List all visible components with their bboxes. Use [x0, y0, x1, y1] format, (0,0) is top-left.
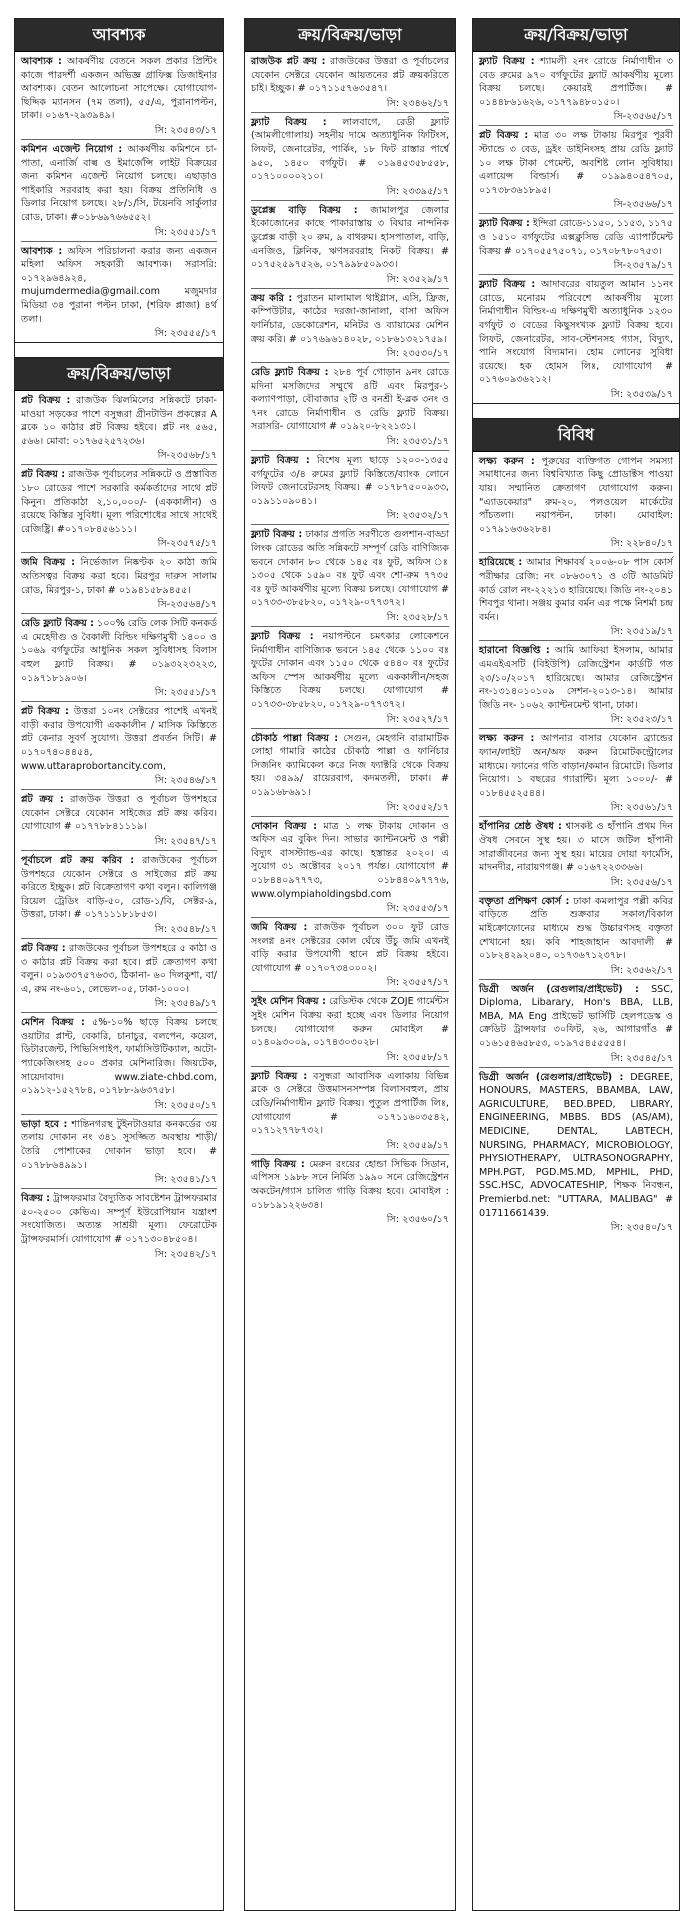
ad-body — [251, 820, 449, 902]
ad-body — [21, 617, 217, 685]
classified-ad — [479, 892, 673, 980]
classified-ad — [479, 980, 673, 1068]
column-3 — [472, 18, 680, 1911]
ad-code: সি: ২৩৫৫৭/১৭ — [386, 977, 449, 989]
ad-text: আমি আফিয়া ইসলাম, আমার এমএইএসটি (বিইউপি) রেজিস্ট্রেশন কার্ডটি গত ২৩/১০/২০১৭ হারিয়েছে। আমার রেজিস্ট্রেশন নং-১৩১৪০১০১০৯ সেশন-২০১৩-১৪। আমার জিডি নং- ১০৬২ ক্যান্টনমেন্ট থানা, ঢাকা। — [479, 645, 673, 711]
ad-code: সি: ২৩৫১৯/১৭ — [610, 626, 673, 638]
ad-code: সি: ২৩৩৯৫/১৭ — [386, 185, 449, 197]
ad-body — [21, 1192, 217, 1246]
classified-ad — [251, 52, 449, 113]
ad-text: রাজউক উত্তরা ও পূর্বাচল উপশহরে যেকোন সেক্টরে যেকোন সাইজের প্লট ক্রয় করিব। যোগাযোগ # ০১৭৭৮৮৪১১১৯। — [21, 794, 217, 833]
ad-code: সি: ২৩৫২৮/১৭ — [386, 612, 449, 623]
classified-ad — [251, 992, 449, 1066]
ad-heading: ডুপ্লেক্স বাড়ি বিক্রয় : — [251, 204, 358, 216]
ad-body — [251, 454, 449, 508]
ad-code: সি: ২৩৫৪৮/১৭ — [154, 923, 217, 935]
ad-heading: রেডি ফ্ল্যাট বিক্রয় : — [251, 367, 329, 379]
ad-body — [251, 116, 449, 184]
ad-heading: ফ্ল্যাট বিক্রয় : — [251, 1070, 308, 1082]
ad-heading: প্লট ক্রয় : — [21, 794, 64, 806]
ad-text: রাজউকের পূর্বাচল উপশহরে যেকোন সেক্টরে ও সাইজের প্লট ক্রয় করিতে ইচ্ছুক। প্লট বিক্রেতাগণ কথা বলুন। কালিগঞ্জ রিয়েল ট্রেডিং বাড়ি-৫০, রোড-১/বি, সেক্টর-৯, উত্তরা, ঢাকা। # ০১৭১১১৮১৮৫৩। — [21, 854, 217, 921]
ad-heading: ফ্ল্যাট বিক্রয় : — [251, 116, 327, 128]
classified-ad — [21, 1013, 217, 1115]
ad-body — [21, 1118, 217, 1172]
ad-heading: ফ্ল্যাট বিক্রয় : — [479, 56, 535, 67]
ad-heading: দোকান বিক্রয় : — [251, 820, 317, 832]
classified-ad — [21, 939, 217, 1013]
ad-heading: ডিগ্রী অর্জন (রেগুলার/প্রাইভেট) : — [479, 983, 639, 995]
ad-heading: ফ্ল্যাট বিক্রয় : — [251, 529, 303, 541]
ad-body — [479, 983, 673, 1051]
ad-text: রেডিস্টক থেকে ZOJE গার্মেন্টস সুইং মেশিন বিক্রয় করা হচ্ছে এবং ডিলার নিয়োগ চলছে। যোগাযোগ করুন মোবাইল # ০১৪০৯৩০০৯, ০১৭৪৩০৩০২৮। — [251, 996, 449, 1049]
ad-heading: রাজউক প্লট ক্রয় : — [251, 56, 326, 67]
ad-body — [21, 793, 217, 834]
ad-text: অফিস পরিচালনা করার জন্য একজন মহিলা অফিস সহকারী আবশ্যক। সরাসরি: ০১৭২৯৬৪৯২৪, mujumdermedia@gmail.com মজুমদার মিডিয়া ৩৪ পুরানা পল্টন ঢাকা, (শরিফ প্লাজা) ৪র্থ তলা। — [21, 245, 217, 325]
ad-heading: আবশ্যক : — [21, 245, 63, 257]
classified-ad — [251, 525, 449, 627]
ad-heading: আবশ্যক : — [21, 56, 62, 67]
ad-code: সি: ২৩৫৫০/১৭ — [154, 1099, 217, 1111]
ad-code: সি-২৩৫৭৫/১৭ — [157, 538, 217, 550]
classified-ad — [479, 452, 673, 554]
ad-body — [251, 204, 449, 272]
classified-ad — [479, 275, 673, 403]
ad-code: সি: ২৩৫৫২/১৭ — [386, 801, 449, 813]
ad-text: বিশেষ মূল্য ছাড়ে ১২০০-১৩৫৫ বর্গফুটের ৩/৪ রুমের ফ্ল্যাট কিস্তিতে/ব্যাংক লোনে লিফট জেনারেটরসহ বিক্রয়। # ০১৭৮৭৫০০৯৩৩, ০১৯১১০৯০৪১। — [251, 455, 449, 507]
ad-text: পুরুষের ব্যক্তিগত গোপন সমস্যা সমাধানের জন্য বিশ্ববিখ্যাত কিছু প্রোডাক্টস পাওয়া যায়। সম্মানিত ক্রেতাগণ যোগাযোগ করুন। "এ্যাডকেয়ার" রুম-২০, পলওয়েল মার্কেটের পাঁচতলা। নয়াপল্টন, ঢাকা। মোবাইল: ০১৭৯১৬৩৬২৮৪। — [479, 455, 673, 535]
ad-body — [251, 1158, 449, 1212]
ad-heading: হাঁপানির শ্রেষ্ঠ ঔষধ : — [479, 821, 562, 833]
ad-code: সি: ২৩৫৪৭/১৭ — [154, 835, 217, 847]
section-buy-sell-rent — [15, 358, 223, 1263]
ad-body — [251, 630, 449, 712]
ad-body — [479, 820, 673, 874]
ad-heading: ফ্ল্যাট বিক্রয় : — [251, 631, 314, 642]
ad-body — [479, 55, 673, 109]
ad-text: রাজউক পূর্বাচলের সন্নিকটে ও প্রস্তাবিত ১৮০ রোডের পাশে সরকারি কর্মকর্তাদের সাথে প্লট কিনুন। প্রতিকাঠা ২,১০,০০০/- (এককালীন) ও রয়েছে কিস্তির সুবিধা। মূল্য পরিশোধের সাথে সাথেই রেজিষ্ট্রি। #০১৭০৮৪৫৬১১১। — [21, 469, 217, 535]
ad-body — [21, 705, 217, 773]
ad-heading: প্লট বিক্রয় : — [21, 942, 66, 954]
ad-code: সি: ২৩৫৩৯/১৭ — [610, 388, 673, 400]
ad-text: নির্ভেজাল নিষ্কণ্টক ২০ কাঠা জমি অতিসত্বর বিক্রয় করা হবে। মিরপুর দারুস সালাম রোড, মিরপুর-১, ঢাকা # ০১৯৪১৫৮৯৪৫৫। — [21, 557, 217, 596]
section-header: ক্রয়/বিক্রয়/ভাড়া — [245, 19, 455, 52]
ad-text: DEGREE, HONOURS, MASTERS, BBAMBA, LAW, AGRICULTURE, BED.BPED, LIBRARY, ENGINEERING, MBBS. BDS (AS/AM), MEDICINE, DENTAL, LABTECH, NURSING, PHARMACY, MICROBIOLOGY, PHYSIOTHERAPY, ULTRASONOGRAPHY, MPH.PGT, PGD.MS.MD, MPHIL, PHD, SSC.HSC, ADVOCATESHIP, শিক্ষক নিবন্ধন, Premierbd.net: "UTTARA, MALIBAG" # 01711661439. — [479, 1071, 673, 1219]
classified-ad — [21, 391, 217, 465]
ad-body — [251, 366, 449, 434]
ad-heading: হারানো বিজ্ঞপ্তি : — [479, 645, 550, 657]
ad-text: আদাবরের বায়তুল আমান ১১নং রোডে, মনোরম পরিবেশে আকর্ষণীয় মূল্যে নির্মাণাধীন বিল্ডিং-এ দক্ষিণমুখী অত্যাধুনিক ১২৩০ বর্গফুট ৩ বেডের কিছুসংখ্যক ফ্ল্যাট বিক্রয় হবে। লিফট, জেনারেটর, সাব-স্টেশনসহ গ্যাস, বিদ্যুৎ, পানি সংযোগ বিদ্যমান। হোম লোনের সুবিধা রয়েছে। হক হোমস লিঃ, যোগাযোগ # ০১৭৬০৯৩৬২১২। — [479, 279, 673, 386]
ad-text: লালবাগে, রেডী ফ্ল্যাট (আমলীগোলায়) সহনীয় দামে অত্যাধুনিক ফিটিংস, লিফট, জেনারেটর, পার্কিং, ১৮ ফিট রাস্তার পার্শ্বে ৯৫০, ১৪৫০ বর্গফুট। # ০১৯৪৫৩৫৮৫৫৮, ০১৭১০০০০২১০। — [251, 116, 449, 183]
section-miscellaneous — [473, 419, 679, 1236]
ad-text: রাজউক ঝিলমিলের সন্নিকটে ঢাকা-মাওয়া সড়কের পাশে বসুন্ধরা গ্রীনটাউন প্রকল্পের A ব্লকে ১০ কাঠার প্লট বিক্রয় হইবে। প্লট নং ৫৬৫, ৫৬৬। মোবা: ০১৭৬৫২৫৭২৩৬। — [21, 395, 217, 447]
ad-text: রাজউক পূর্বাচল ৩০০ ফুট রোড সংলগ্ন ৪নং সেক্টরের কোল ঘেঁষে উঁচু জমি এখনই বাড়ি করার উপযোগী স্থানে প্লট বিক্রয় হইবে। যোগাযোগ # ০১৭০৭৩৪০০০২। — [251, 922, 449, 974]
ad-text: ট্রান্সফরমার বৈদ্যুতিক সাবষ্টেশন ট্রান্সফরমার ৫০-২৫০০ কেভিএ। সম্পূর্ণ ইউরোপিয়ান যন্ত্রাংশ সংযোজিত। অত্যন্ত সাশ্রয়ী মূল্য। ফেরোটেক ট্রান্সফরমার্স। যোগাযোগ # ০১৭১৩০৪৮৫০৪। — [21, 1193, 217, 1245]
classified-ad — [251, 113, 449, 201]
ad-heading: ফ্ল্যাট বিক্রয় : — [479, 279, 536, 291]
ad-code: সি: ২৩৫৫৯/১৭ — [386, 1139, 449, 1151]
ad-body — [251, 55, 449, 96]
ad-body — [479, 895, 673, 963]
ad-body — [251, 528, 449, 610]
ad-heading: জমি বিক্রয় : — [21, 557, 75, 569]
ad-code: সি: ২৩৫৫৬/১৭ — [610, 876, 673, 888]
ad-code: সি: ২৩৪৬২/১৭ — [386, 97, 449, 109]
ad-text: SSC, Diploma, Libarary, Hon's BBA, LLB, MBA, MA Eng প্রাইভেট ভার্সিটি হেলপডেস্ক ও ক্রেডিট ট্রান্সফার ৩০ফিট, ২৬, আগারগাঁও # ০১৬১৫৪৬৫৮৫৩, ০১৯৭৫৪৫৫৫৫৪। — [479, 983, 673, 1050]
classified-ad — [251, 1067, 449, 1155]
classified-ad — [251, 1155, 449, 1228]
ad-body — [21, 245, 217, 327]
classified-ad — [479, 52, 673, 126]
ad-code: সি: ২৩৫৪৬/১৭ — [154, 775, 217, 787]
ad-text: আমার শিক্ষাবর্ষ ২০০৬-০৮ পাস কোর্স পরীক্ষার রেজি: নং ০৮৬৩০৭১ ও ৩টি আডমিট কার্ড রোল নং-২২২১৩ হারিয়েছে। জিডি নং-২০৪১ শিবপুর থানা। সঞ্জয় কুমার বর্মন এর পক্ষে নিশর্মা চন্দ্র বর্মন। — [479, 557, 673, 623]
ad-heading: লক্ষ্য করুন : — [479, 733, 535, 745]
classified-ad — [21, 52, 217, 140]
ad-code: সি: ২৩৫৪০/১৭ — [610, 1222, 673, 1234]
ad-code: সি: ২৩৫৫৩/১৭ — [386, 903, 449, 915]
ad-list — [473, 52, 679, 403]
ad-body — [21, 55, 217, 123]
ad-body — [21, 468, 217, 536]
ad-body — [251, 292, 449, 346]
ad-code: সি: ২৩৫৬২/১৭ — [610, 964, 673, 976]
ad-body — [21, 556, 217, 597]
classified-ad — [21, 553, 217, 614]
classified-ad — [251, 451, 449, 525]
ad-body — [479, 1071, 673, 1221]
ad-heading: প্লট বিক্রয় : — [21, 706, 69, 718]
ad-text: পুরাতন মালামাল থাইগ্লাস, এসি, ফ্রিজ, কম্পিউটার, কাঠের দরজা-জানালা, বাসা অফিস ফার্নিচার, ডেকোরেশন, মনিটর ও ব্যায়ামের মেশিন ক্রয় করি। # ০১৭৬৯৬১৪০২৮, ০১৮৬১৩২১৭৫৯। — [251, 292, 449, 345]
ad-body — [479, 556, 673, 624]
ad-text: মেরুন রংয়ের হোন্ডা সিভিক সিডান, এপিসস ১৯৮৮ সনে নির্মিত ১৯৯০ সনে রেজিস্ট্রেশন অকটেন/গ্যাস চালিত গাড়ি বিক্রয় হবে। মোবাইল : ০১৮১৯১২২৬৩৪। — [251, 1158, 449, 1211]
ad-text: রাজউকের উত্তরা ও পূর্বাচলের যেকোন সেক্টরে যেকোন আয়তনের প্লট ক্রয়করিতে চাই। ইচ্ছুক। # ০১৭১১৫৭৬৩৫৪৭। — [251, 56, 449, 95]
ad-heading: বক্তৃতা প্রশিক্ষণ কোর্স : — [479, 895, 570, 907]
ad-code: সি: ২৩৫২৯/১৭ — [386, 273, 449, 285]
ad-heading: বিক্রয় : — [21, 1193, 50, 1205]
classified-ad — [479, 126, 673, 214]
ad-body — [479, 644, 673, 712]
classified-ad — [21, 614, 217, 702]
ad-code: সি: ২৩৫৫১/১৭ — [154, 687, 217, 699]
column-1 — [14, 18, 224, 1911]
section-divider — [473, 403, 679, 419]
ad-body — [251, 1070, 449, 1138]
ad-heading: চৌকাঠ পাল্লা বিক্রয় : — [251, 732, 339, 744]
classified-ad — [21, 790, 217, 851]
classified-ad — [479, 641, 673, 729]
ad-heading: ফ্ল্যাট বিক্রয় : — [251, 455, 310, 467]
classified-ad — [21, 242, 217, 343]
ad-code: সি: ২৩৫৪২/১৭ — [154, 1248, 217, 1260]
ad-body — [479, 129, 673, 197]
ad-code: সি: ২৩৫২৭/১৭ — [386, 713, 449, 725]
classified-ad — [251, 363, 449, 451]
ad-code: সি: ২৩৫৫৫/১৭ — [154, 328, 217, 340]
ad-text: মাত্র ৩০ লক্ষ টাকায় মিরপুর পূরবী স্ট্যান্ডে ৩ বেড, ড্রইং ডাইনিংসহ প্রায় রেডি ফ্ল্যাট ১০ লক্ষ টাকা পেমেন্ট, অবশিষ্ট লোন সুবিধায়। এলায়েন্স বিল্ডার্স। # ০১৯৯৪০৫৪৭০৫, ০১৭৩৮৩৬১৮৯৫। — [479, 130, 673, 196]
ad-body — [21, 1016, 217, 1098]
ad-text: ঢাকার প্রগতি সরণীতে গুলশান-বাড্ডা লিংক রোডের অতি সন্নিকটে সম্পূর্ণ রেডি বাণিজ্যিক ভবনে দোকান ৮০ থেকে ১৪৫ বঃ ফুট, অফিস ঃ ১৩০৫ থেকে ১৫৯০ বঃ ফুট এবং শো-রুম ৭৭৩৫ বঃ ফুট আকর্ষণীয় মূল্যে বিক্রয় চলছে। যোগাযোগ # ০১৭৩৩-৩৮৫৮২০, ০১৭২৯-০৭৭৩৭২। — [251, 529, 449, 609]
classified-ad — [251, 817, 449, 919]
ad-list — [245, 52, 455, 1228]
section-required — [15, 19, 223, 342]
section-divider — [15, 342, 223, 358]
section-buy-sell-rent — [473, 19, 679, 403]
ad-body — [251, 732, 449, 800]
ad-heading: রেডি ফ্ল্যাট বিক্রয় : — [21, 618, 94, 630]
ad-text: রাজউকের পূর্বাচল উপশহরে ৫ কাঠা ও ৩ কাঠার প্লট বিক্রয় করা হবে। প্লট ক্রেতাগণ কথা বলুন। ০১৯৩৩৭৫৭৬৩৩, ঠিকানা- ৬০ দিলকুশা, বা/এ, রুম নং-৬০১, লেভেল-০৫, ঢাকা-১০০০। — [21, 942, 217, 995]
ad-heading: গাড়ি বিক্রয় : — [251, 1158, 305, 1170]
ad-heading: লক্ষ্য করুন : — [479, 455, 535, 467]
ad-text: মাত্র ১ লক্ষ টাকায় দোকান ও অফিস এর বুকিং দিন। সাভার ক্যান্টনমেন্ট ও পল্লী বিদ্যুৎ বাসস্ট্যান্ড-এর কাছে। হস্তান্তর ২০২০। এ সুযোগ ৩১ অক্টোবর ২০১৭ পর্যন্ত। যোগাযোগ # ০১৮৪৪০৯৭৭৭৩, ০১৮৪৪০৯৭৭৭৬, www.olympiaholdingsbd.com — [251, 820, 449, 900]
ad-body — [479, 455, 673, 537]
column-2 — [244, 18, 456, 1911]
ad-text: ৫%-১০% ছাড়ে বিক্রয় চলছে ওয়াটার প্লান্ট, বেকারি, চানাচুর, বলপেন, কয়েল, ডিটারজেন্ট, পিভিসিপাইপ, ফার্মাসিউটিক্যাল, অটো-প্যাকেজিংসহ ৫০০ প্রকার মেশিনারিজ। জিয়টেক, সায়েদাবাদ। www.ziate-chbd.com, ০১৯১২-১৫২৭৮৪, ০১৭৮৮-৯৬৩৭৫৮। — [21, 1017, 217, 1097]
ad-list — [15, 52, 223, 342]
ad-heading: ক্রয় করি : — [251, 292, 293, 304]
ad-code: সি: ২২৮৪০/১৭ — [610, 538, 673, 550]
ad-heading: প্লট বিক্রয় : — [21, 469, 66, 481]
ad-code: সি: ২৩৫৬১/১৭ — [610, 802, 673, 814]
ad-text: আকর্ষণীয় বেতনে সকল প্রকার প্রিন্টিং কাজে পারদর্শী একজন অভিজ্ঞ গ্রাফিক্স ডিজাইনার আবশ্যক। বেতন আলোচনা সাপেক্ষে। যোগাযোগ- ছিদ্দিক ম্যানসন (৭ম তলা), ৫৫/এ, পুরানাপল্টন, ঢাকা। ০১৬৭-২৯৩৯৪৯। — [21, 56, 217, 122]
ad-body — [251, 921, 449, 975]
classified-ad — [21, 465, 217, 553]
ad-code: সি: ২৩৫৩১/১৭ — [386, 436, 449, 448]
ad-code: সি-২৩৫৬৫/১৭ — [613, 111, 673, 123]
ad-code: সি: ২৩৫৪৯/১৭ — [154, 998, 217, 1010]
section-header: ক্রয়/বিক্রয়/ভাড়া — [15, 358, 223, 391]
ad-text: ঢাকা কমলাপুর পল্লী কবির বাড়িতে প্রতি শুক্রবার সকাল/বিকাল মাইক্রোফোনের মাধ্যমে শুদ্ধ উচ্চারণসহ বক্তৃতা শেখানো হয়। কবি শাহজাহান আবদালী # ০১৮২৪২৯২০৪০, ০১৭৩৬৭১২৩৭৮। — [479, 895, 673, 962]
ad-text: সেগুন, মেহগনি বারামাটিক লোহা গামারি কাঠের চৌকাঠ পাল্লা ও ফার্নিচার সিজনিং ক্যামিকেল করে নিজ ফ্যাক্টরি থেকে বিক্রয় হয়। ৩৪৯৯/ রায়েরবাগ, কদমতলী, ঢাকা। # ০১৯১৬৮৬৯১। — [251, 732, 449, 798]
ad-code: সি-২৩৫৬৮/১৭ — [157, 450, 217, 462]
ad-heading: ফ্ল্যাট বিক্রয় : — [479, 218, 530, 230]
ad-code: সি: ২৩৫৪৫/১৭ — [610, 1052, 673, 1064]
classified-ad — [21, 140, 217, 242]
classified-ad — [251, 289, 449, 363]
ad-heading: কমিশন এজেন্ট নিয়োগ : — [21, 143, 123, 155]
classified-ad — [251, 627, 449, 729]
ad-text: ২৮৪ পূর্ব গোড়ান ৯নং রোডে মদিনা মসজিদের সম্মুখে ৪টি এবং মিরপুর-১ কল্যাণপাড়া, বৌবাজার ২টি ও বনশ্রী ই-ব্লক ৩নং ও ৭নং রোডে নির্মাণাধীন ও রেডি ফ্ল্যাট বিক্রয়। সরাসরি- যোগাযোগ # ০১৯২০-৮২২১৩১। — [251, 367, 450, 433]
ad-text: শ্বাসকষ্ট ও হাঁপানি প্রথম দিন ঔষধ সেবনে সুস্থ হয়। ৩ মাসে জটিল হাঁপানী সারাজীবনের জন্য সুস্থ হয়। মায়ের দোয়া ফার্মেসি, মাদনদীর, নারায়ণগঞ্জ। # ০১৬৭২২৩৩৬৬। — [479, 821, 673, 874]
classified-ad — [21, 1189, 217, 1262]
ad-text: জামালপুর জেলার ইকোজোনের কাছে পাকারাস্তায় ৩ বিঘার নান্দনিক ডুপ্লেক্স বাড়ী ২০ রুম, ৯ বাথরুম। হাসপাতাল, বাড়ি, এনজিও, ক্লিনিক, ঋণসরবরাহ নিকট বিক্রয়। # ০১৭৫২৫৯৭৫২৬, ০১৭৯৯৮৫০৯৩৩। — [251, 204, 449, 271]
ad-heading: ডিগ্রী অর্জন (রেগুলার/প্রাইভেট) : — [479, 1071, 624, 1083]
ad-text: ইন্দিরা রোডে-১১৫০, ১১৫৩, ১১৭৫ ও ১৫১০ বর্গফুটের এক্সক্লুসিভ রেডি এ্যাপার্টমেন্ট বিক্রয় # ০১৭০৫৫৭৫০৭১, ০১৭০৮৭৮০৭৫৩। — [479, 218, 673, 257]
classified-ad — [479, 729, 673, 817]
ad-code: সি: ২৩৫৪৩/১৭ — [154, 124, 217, 136]
ad-code: সি-২৩৫৭৯/১৭ — [613, 260, 673, 272]
ad-text: শান্তিনগরস্থ টুইনটাওয়ার কনকর্ডের ৩য় তলায় দোকান নং ৩৪১ সুসজ্জিত অবস্থায় শাড়ী/তৈরি পোশাকের দোকান ভাড়া হবে। # ০১৭৮৮৬৪৯৯১। — [21, 1118, 217, 1171]
classified-ad — [251, 918, 449, 992]
classified-ad — [479, 214, 673, 275]
ad-text: বসুন্ধরা আবাসিক এলাকায় বিভিন্ন ব্লকে ও সেক্টরে উত্তমাসনসম্পন্ন বিলাসবহুল, প্রায় রেডি/নির্মাণাধীন ফ্ল্যাট বিক্রয়। পুতুল প্রপার্টিজ লিঃ, যোগাযোগ # ০১৭১১৬০৩৫৪২, ০১৭১২৭৭৮৭৩২। — [251, 1070, 449, 1137]
ad-body — [21, 942, 217, 996]
ad-heading: পূর্বাচলে প্লট ক্রয় করিব : — [21, 854, 135, 866]
ad-heading: প্লট বিক্রয় : — [479, 130, 529, 142]
ad-text: নয়াপল্টনে চমৎকার লোকেশনে নির্মাণাধীন বাণিজ্যিক ভবনে ১৪৫ থেকে ১১০০ বঃ ফুটের দোকান এবং ১১৫০ থেকে ৫৪৪০ বঃ ফুটের অফিস স্পেস আকর্ষণীয় মূল্যে এককালীন/সহজ কিস্তিতে বিক্রয় চলছে। যোগাযোগ # ০১৭৩৩-৩৮৫৮২০, ০১৭২৯-০৭৭৩৭২। — [251, 631, 449, 710]
ad-heading: প্লট বিক্রয় : — [21, 395, 71, 407]
ad-heading: সুইং মেশিন বিক্রয় : — [251, 996, 326, 1008]
classified-ad — [479, 1068, 673, 1237]
ad-text: শ্যামলী ২নং রোডে নির্মাণাধীন ৩ বেড রুমের ৯৭০ বর্গফুটের ফ্ল্যাট আকর্ষণীয় মূল্যে বিক্রয় চলছে। কেয়ারই প্রপার্টিজ। # ০১৪৪৮৬১৬২৬, ০১৭৭৯৪৮০১৫০। — [479, 56, 673, 108]
ad-heading: ভাড়া হবে : — [21, 1118, 68, 1130]
ad-text: আপনার বাসার যেকোন ব্র্যান্ডের ফ্যান/লাইট অন/অফ করুন রিমোটকন্ট্রোলের মাধ্যমে। ফ্যানের গতি বাড়ান/কমান রিমোটে। ডিলার নিয়োগ। ১ বছরের গ্যারান্টি। মূল্য ১০০০/- # ০১৮৪৫৫২৫৪৪। — [479, 733, 673, 799]
classified-ad — [479, 553, 673, 641]
section-header: বিবিধ — [473, 419, 679, 452]
ad-heading: জমি বিক্রয় : — [251, 922, 308, 934]
ad-code: সি: ২৩৫৫৮/১৭ — [386, 1051, 449, 1063]
classified-ad — [479, 817, 673, 891]
classified-ad — [21, 851, 217, 939]
ad-text: ১০০% রেডি লেক সিটি কনকর্ড এ মেহেদীগু ও বৈকালী বিল্ডিং দক্ষিণমুখী ১৪০০ ও ১০৬৯ বর্গফুটের আধুনিক সকল সুবিধাসহ বিলাস বহুল ফ্ল্যাট বিক্রয়। # ০১৯৩২২৩২২৩, ০১৯৭১৮১৯০৬। — [21, 618, 218, 684]
ad-body — [479, 732, 673, 800]
classified-ad — [251, 729, 449, 817]
classified-ad — [251, 201, 449, 289]
ad-code: সি-২৩৫৬৬/১৭ — [613, 199, 673, 211]
ad-body — [479, 278, 673, 387]
ad-list — [15, 391, 223, 1263]
section-header: আবশ্যক — [15, 19, 223, 52]
section-header: ক্রয়/বিক্রয়/ভাড়া — [473, 19, 679, 52]
ad-text: উত্তরা ১০নং সেক্টরের পাশেই এখনই বাড়ী করার উপযোগী এককালীন / মাসিক কিস্তিতে প্লট কেনার সুবর্ণ সুযোগ। উত্তরা প্রবর্তন সিটি। # ০১৭০৭৪০৪৪৫৪, www.uttaraprobortancity.com, — [21, 706, 217, 772]
ad-body — [251, 995, 449, 1049]
ad-code: সি: ২৩৫৩০/১৭ — [386, 348, 449, 360]
ad-body — [21, 854, 217, 922]
ad-heading: হারিয়েছে : — [479, 557, 523, 569]
ad-list — [473, 452, 679, 1236]
ad-code: সি-২৩৫৬৪/১৭ — [157, 599, 217, 611]
classified-ad — [21, 1115, 217, 1189]
ad-text: আকর্ষণীয় কমিশনে চা-পাতা, এনার্জি বাল্ব ও ইমার্জেন্সি লাইট বিক্রয়ের জন্য কমিশন এজেন্ট নিয়োগ চলছে। এছাড়াও পাইকারি সরবরাহ করা হয়। বিক্রয় প্রতিনিধি ও ডিলার নিয়োগ চলছে। ২৮/১/সি, টয়েনবি সার্কুলার রোড, ঢাকা। #০১৮৬৯৭৬৬৫৫২। — [21, 143, 218, 223]
ad-heading: মেশিন বিক্রয় : — [21, 1017, 85, 1029]
ad-body — [21, 143, 217, 225]
ad-code: সি: ২৩৫৬০/১৭ — [386, 1214, 449, 1226]
classified-ad — [21, 702, 217, 790]
ad-body — [479, 217, 673, 258]
ad-code: সি: ২৩৫৩২/১৭ — [386, 510, 449, 522]
ad-body — [21, 394, 217, 448]
ad-code: সি: ২৩৫৫১/১৭ — [154, 226, 217, 238]
ad-code: সি: ২৩৫৪১/১৭ — [154, 1174, 217, 1186]
ad-code: সি: ২৩৫২৩/১৭ — [610, 714, 673, 726]
